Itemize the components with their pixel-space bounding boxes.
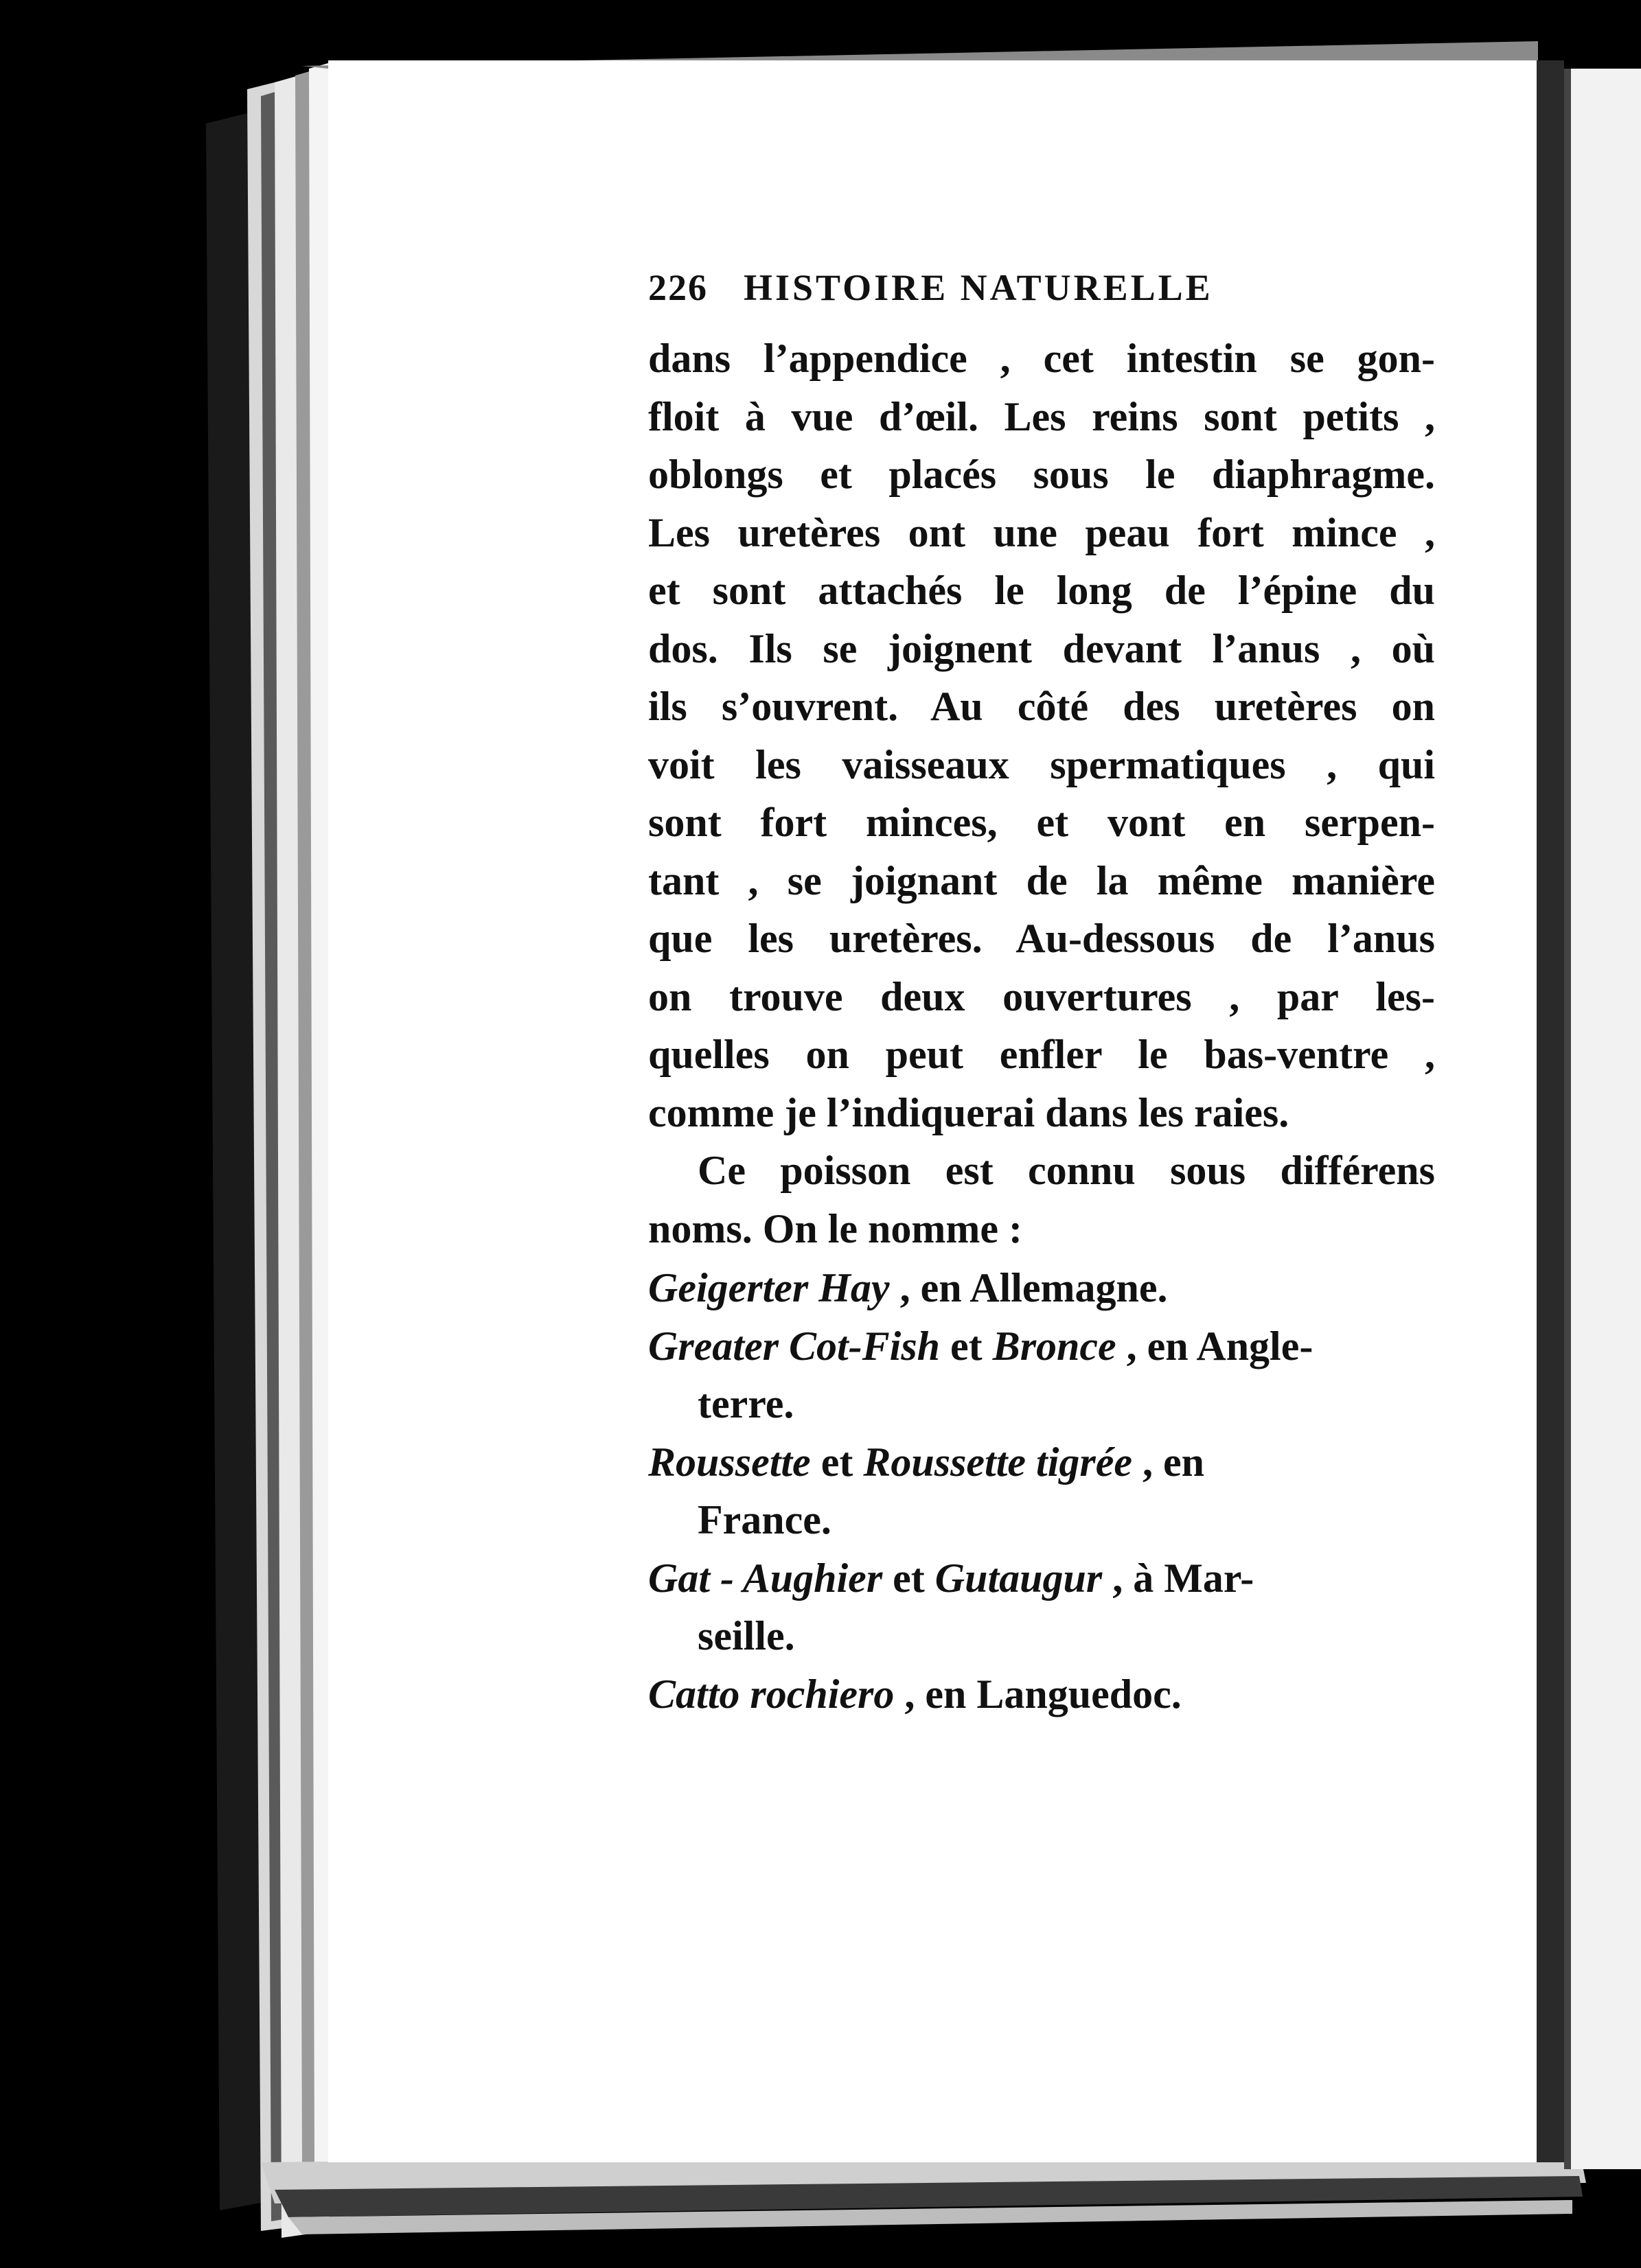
name-entry: [648, 1259, 1435, 1317]
running-title: HISTOIRE NATURELLE: [744, 267, 1213, 308]
name-entry: [648, 1317, 1435, 1433]
vernacular-name: Bronce: [992, 1323, 1116, 1369]
region-text: et: [940, 1323, 993, 1369]
vernacular-name: Geigerter Hay: [648, 1265, 890, 1310]
text-line: noms. On le nomme :: [648, 1205, 1022, 1251]
name-entry-line: [648, 1317, 1435, 1376]
paragraph-1: [648, 329, 1438, 1142]
text-line: et sont attachés le long de l’épine du: [648, 568, 1435, 613]
text-line: voit les vaisseaux spermatiques , qui: [648, 741, 1435, 787]
name-entry: [648, 1549, 1435, 1665]
page-text: [648, 266, 1438, 1723]
region-text: France.: [698, 1497, 831, 1542]
region-text: et: [810, 1439, 864, 1485]
text-line: comme je l’indiquerai dans les raies.: [648, 1089, 1289, 1135]
text-line: dos. Ils se joignent devant l’anus , où: [648, 625, 1435, 671]
common-names-list: [648, 1259, 1438, 1723]
text-line: que les uretères. Au-dessous de l’anus: [648, 916, 1435, 961]
name-entry-line: [648, 1607, 1435, 1665]
name-entry: [648, 1433, 1435, 1549]
text-line: dans l’appendice , cet intestin se gon-: [648, 336, 1435, 381]
region-text: , en Allemagne.: [889, 1265, 1168, 1310]
region-text: , en Languedoc.: [894, 1671, 1182, 1717]
region-text: et: [882, 1555, 935, 1601]
region-text: , en: [1132, 1439, 1204, 1485]
region-text: , à Mar-: [1102, 1555, 1254, 1601]
paragraph-2: [648, 1142, 1438, 1258]
text-line: floit à vue d’œil. Les reins sont petits ,: [648, 393, 1435, 439]
running-head: [648, 266, 1438, 329]
text-line: sont fort minces, et vont en serpen-: [648, 800, 1435, 845]
text-line: on trouve deux ouvertures , par les-: [648, 973, 1435, 1019]
text-line: oblongs et placés sous le diaphragme.: [648, 452, 1435, 497]
region-text: , en Angle-: [1116, 1323, 1313, 1369]
vernacular-name: Gutaugur: [934, 1555, 1103, 1601]
vernacular-name: Catto rochiero: [648, 1671, 895, 1717]
text-line: quelles on peut enfler le bas-ventre ,: [648, 1032, 1435, 1077]
text-line: Les uretères ont une peau fort mince ,: [648, 509, 1435, 555]
region-text: seille.: [698, 1613, 795, 1658]
name-entry-line: [648, 1375, 1435, 1433]
vernacular-name: Roussette: [648, 1439, 811, 1485]
name-entry-line: [648, 1433, 1435, 1492]
name-entry: [648, 1665, 1435, 1724]
name-entry-line: [648, 1549, 1435, 1608]
name-entry-line: [648, 1491, 1435, 1549]
text-line: Ce poisson est connu sous différens: [698, 1148, 1435, 1193]
text-line: tant , se joignant de la même manière: [648, 857, 1435, 903]
vernacular-name: Gat - Aughier: [648, 1555, 883, 1601]
text-line: ils s’ouvrent. Au côté des uretères on: [648, 684, 1435, 729]
region-text: terre.: [698, 1381, 794, 1426]
gutter-shadow: [1537, 60, 1564, 2162]
page-number: 226: [648, 267, 708, 308]
vernacular-name: Greater Cot-Fish: [648, 1323, 941, 1369]
name-entry-line: [648, 1665, 1435, 1724]
vernacular-name: Roussette tigrée: [863, 1439, 1132, 1485]
name-entry-line: [648, 1259, 1435, 1317]
